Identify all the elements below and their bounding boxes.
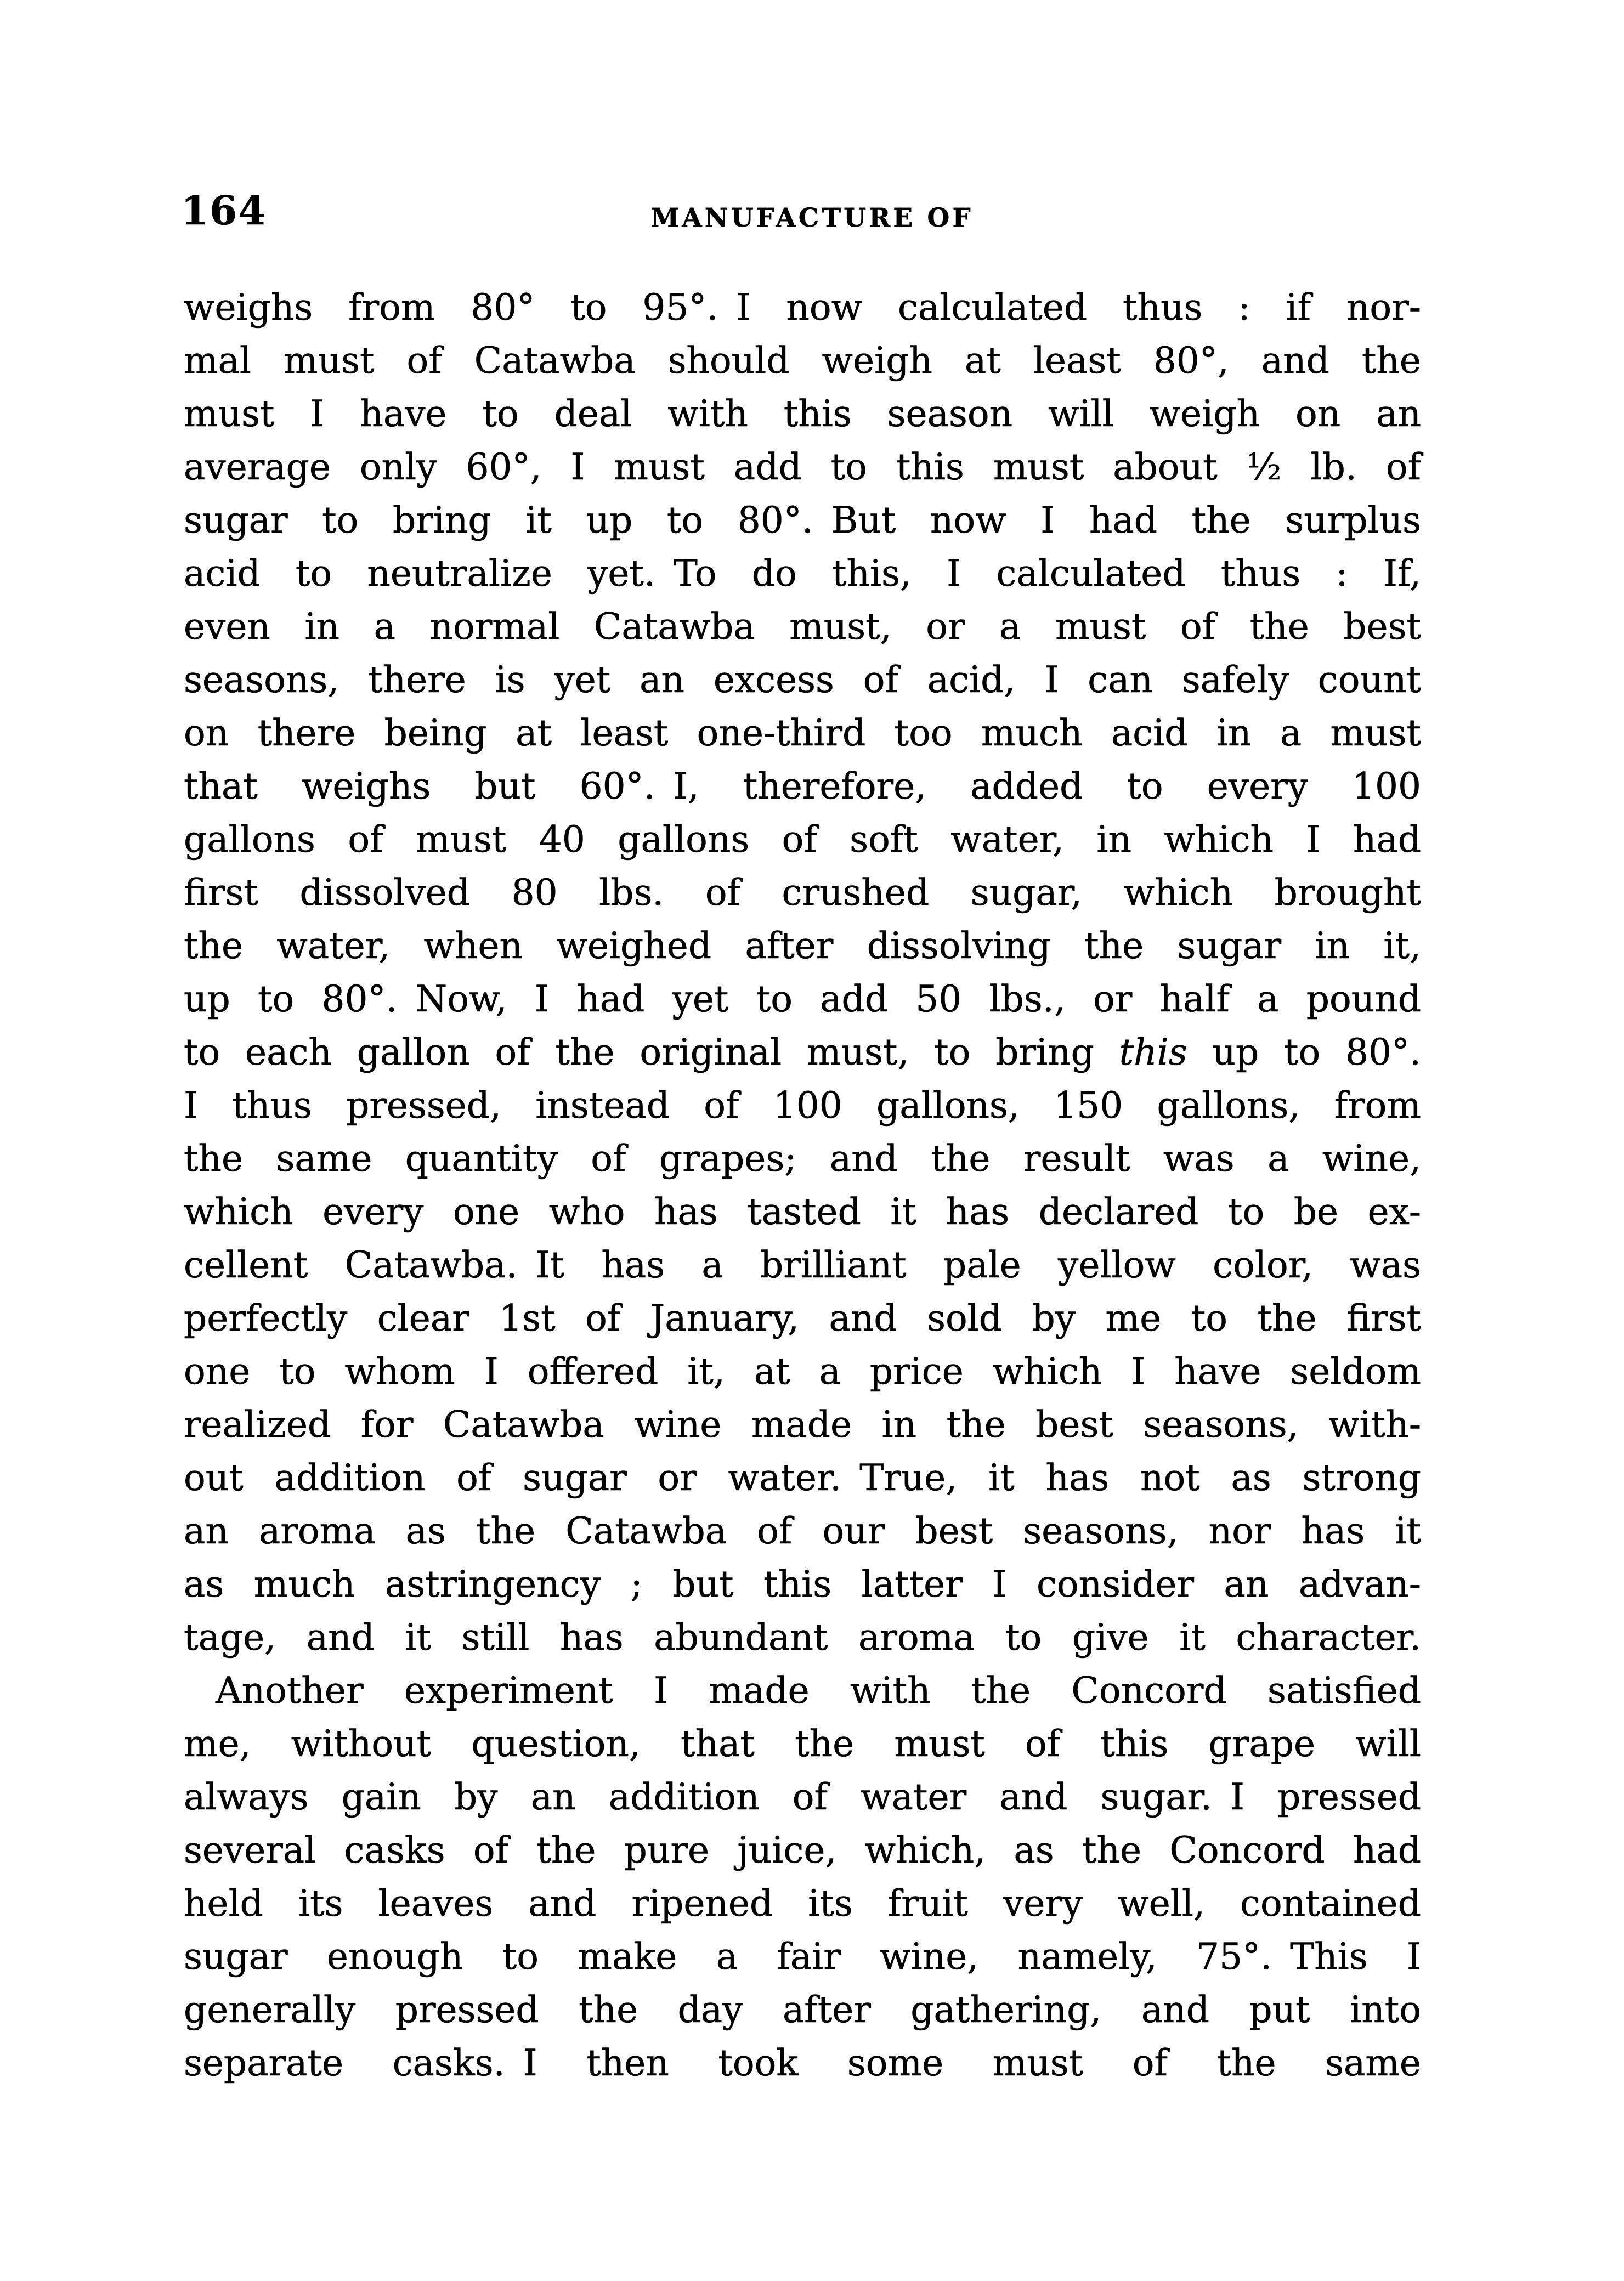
- text-line: generally pressed the day after gathering, and put into: [184, 1989, 1421, 2031]
- text-line: seasons, there is yet an excess of acid, I can safely count: [184, 659, 1421, 701]
- text-line: cellent Catawba. It has a brilliant pale yellow color, was: [184, 1244, 1421, 1286]
- text-line: the water, when weighed after dissolving the sugar in it,: [184, 925, 1421, 967]
- text-line: to each gallon of the original must, to bring this up to 80°.: [184, 1031, 1421, 1073]
- body-text: [184, 281, 1421, 2090]
- text-line: out addition of sugar or water. True, it has not as strong: [184, 1457, 1421, 1499]
- text-line: gallons of must 40 gallons of soft water, in which I had: [184, 818, 1421, 861]
- text-line: always gain by an addition of water and sugar. I pressed: [184, 1776, 1421, 1818]
- text-line: acid to neutralize yet. To do this, I calculated thus : If,: [184, 552, 1421, 595]
- text-line: realized for Catawba wine made in the best seasons, with-: [184, 1403, 1421, 1446]
- text-line: which every one who has tasted it has declared to be ex-: [184, 1191, 1421, 1233]
- text-line: must I have to deal with this season will weigh on an: [184, 393, 1421, 435]
- text-line: separate casks. I then took some must of the same: [184, 2042, 1421, 2084]
- text-line: tage, and it still has abundant aroma to give it character.: [184, 1616, 1421, 1659]
- text-line: as much astringency ; but this latter I consider an advan-: [184, 1563, 1421, 1605]
- text-line: mal must of Catawba should weigh at least 80°, and the: [184, 339, 1421, 382]
- text-line: perfectly clear 1st of January, and sold by me to the first: [184, 1297, 1421, 1339]
- text-line: on there being at least one-third too much acid in a must: [184, 712, 1421, 754]
- text-line: average only 60°, I must add to this must about ½ lb. of: [184, 446, 1421, 488]
- text-line: that weighs but 60°. I, therefore, added to every 100: [184, 765, 1421, 807]
- text-line: several casks of the pure juice, which, as the Concord had: [184, 1829, 1421, 1871]
- text-line: an aroma as the Catawba of our best seasons, nor has it: [184, 1510, 1421, 1552]
- text-line: up to 80°. Now, I had yet to add 50 lbs., or half a pound: [184, 978, 1421, 1020]
- text-line: weighs from 80° to 95°. I now calculated thus : if nor-: [184, 286, 1421, 329]
- text-line: I thus pressed, instead of 100 gallons, 150 gallons, from: [184, 1084, 1421, 1127]
- text-line: even in a normal Catawba must, or a must of the best: [184, 605, 1421, 648]
- text-line: sugar to bring it up to 80°. But now I had the surplus: [184, 499, 1421, 541]
- text-line: sugar enough to make a fair wine, namely, 75°. This I: [184, 1935, 1421, 1978]
- text-line: first dissolved 80 lbs. of crushed sugar, which brought: [184, 871, 1421, 914]
- text-line: one to whom I offered it, at a price which I have seldom: [184, 1350, 1421, 1393]
- text-line: me, without question, that the must of this grape will: [184, 1723, 1421, 1765]
- text-line: Another experiment I made with the Concord satisfied: [216, 1669, 1421, 1712]
- running-header: MANUFACTURE OF: [650, 203, 974, 233]
- text-line: held its leaves and ripened its fruit very well, contained: [184, 1882, 1421, 1925]
- page-number: 164: [181, 187, 267, 234]
- text-line: the same quantity of grapes; and the result was a wine,: [184, 1137, 1421, 1180]
